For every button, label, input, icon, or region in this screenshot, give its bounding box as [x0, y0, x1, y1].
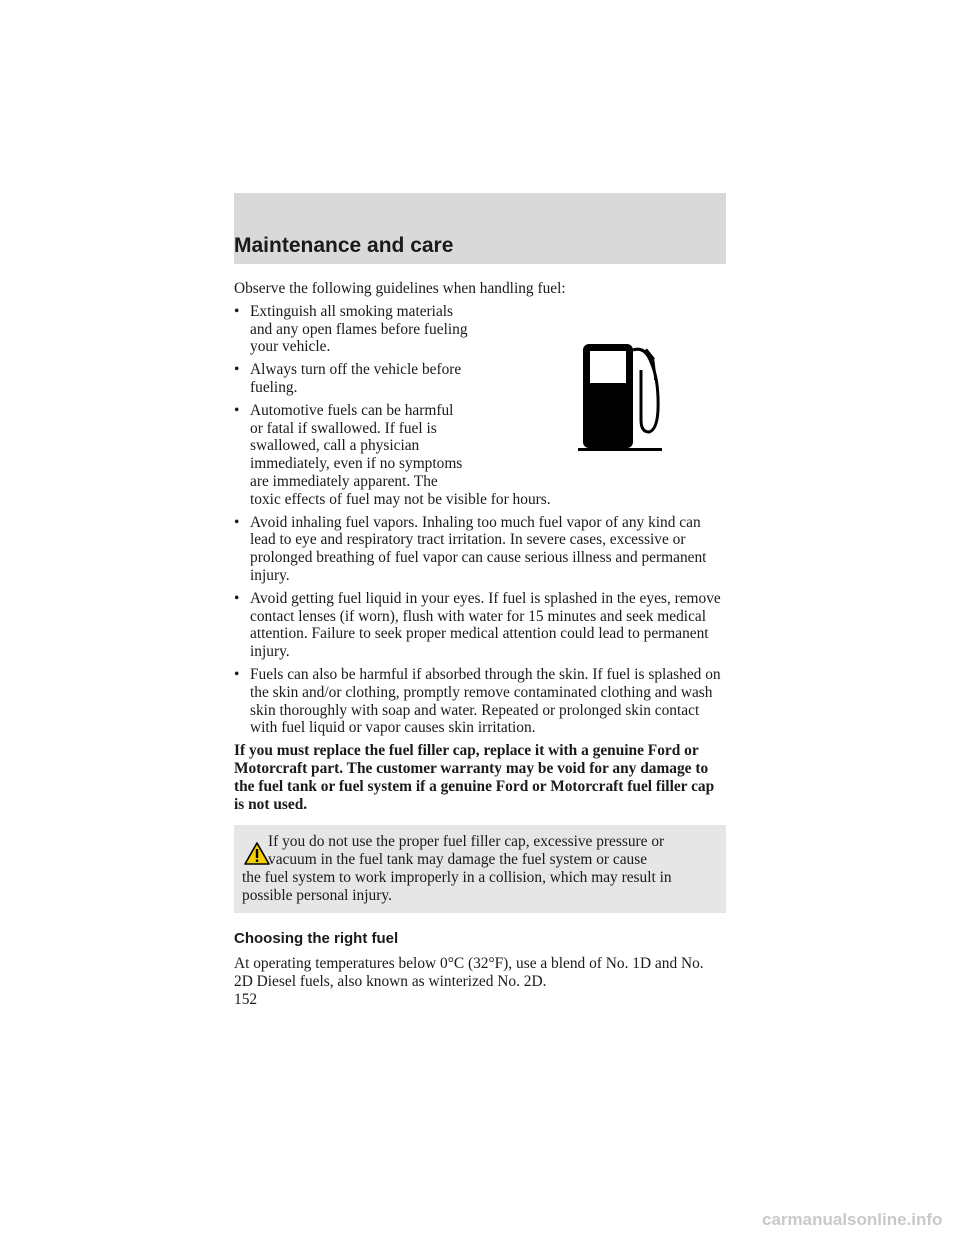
page-number: 152	[234, 991, 258, 1008]
bullet-dot: •	[234, 589, 240, 607]
bullet-text: Automotive fuels can be harmful or fatal if swallowed. If fuel is swallowed, call a physician immediately, even if no symptoms are immediately apparent. The	[250, 401, 463, 490]
warning-box	[234, 825, 726, 912]
bullet-text: Always turn off the vehicle before fueling.	[250, 361, 462, 396]
bullet-dot: •	[234, 513, 240, 531]
list-item	[234, 514, 726, 585]
bullet-text: Extinguish all smoking materials and any open flames before fueling your vehicle.	[250, 302, 468, 356]
intro-text: Observe the following guidelines when handling fuel:	[234, 280, 566, 297]
list-item	[234, 361, 726, 397]
bullet-text: Avoid getting fuel liquid in your eyes. If fuel is splashed in the eyes, remove contact lenses (if worn), flush with water for 15 minutes and seek medical attention. Failure to seek proper medical attention could lead to permanent injury.	[250, 589, 721, 661]
section-heading: Choosing the right fuel	[234, 929, 399, 947]
warranty-notice: If you must replace the fuel filler cap, replace it with a genuine Ford or Motorcraft part. The customer warranty may be void for any damage to the fuel tank or fuel system if a genuine Ford or Motorcraft fuel filler cap is not used.	[234, 742, 715, 813]
list-item	[234, 590, 726, 661]
warning-text-rest: the fuel system to work improperly in a collision, which may result in possible personal injury.	[242, 868, 672, 904]
list-item	[234, 303, 726, 356]
bullet-text-continuation: toxic effects of fuel may not be visible for hours.	[250, 490, 551, 508]
section-body: At operating temperatures below 0°C (32°F), use a blend of No. 1D and No. 2D Diesel fuels, also known as winterized No. 2D.	[234, 955, 704, 991]
warning-text-first: If you do not use the proper fuel filler cap, excessive pressure or vacuum in the fuel tank may damage the fuel system or cause	[268, 833, 665, 869]
bullet-text: Avoid inhaling fuel vapors. Inhaling too much fuel vapor of any kind can lead to eye and respiratory tract irritation. In severe cases, excessive or prolonged breathing of fuel vapor can cause serious illness and permanent injury.	[250, 513, 707, 584]
bullet-dot: •	[234, 302, 240, 320]
footer-logo: carmanualsonline.info	[762, 1210, 943, 1229]
content	[234, 280, 726, 991]
warning-triangle-icon	[244, 842, 270, 865]
bullet-dot: •	[234, 401, 240, 419]
bullet-dot: •	[234, 361, 240, 379]
bullet-text: Fuels can also be harmful if absorbed through the skin. If fuel is splashed on the skin and/or clothing, promptly remove contaminated clothing and wash skin thoroughly with soap and water. Repeated or prolonged skin contact with fuel liquid or vapor causes skin irritation.	[250, 665, 721, 737]
list-item	[234, 666, 726, 737]
bullet-dot: •	[234, 665, 240, 683]
list-item	[234, 402, 726, 509]
page-title: Maintenance and care	[234, 234, 454, 257]
